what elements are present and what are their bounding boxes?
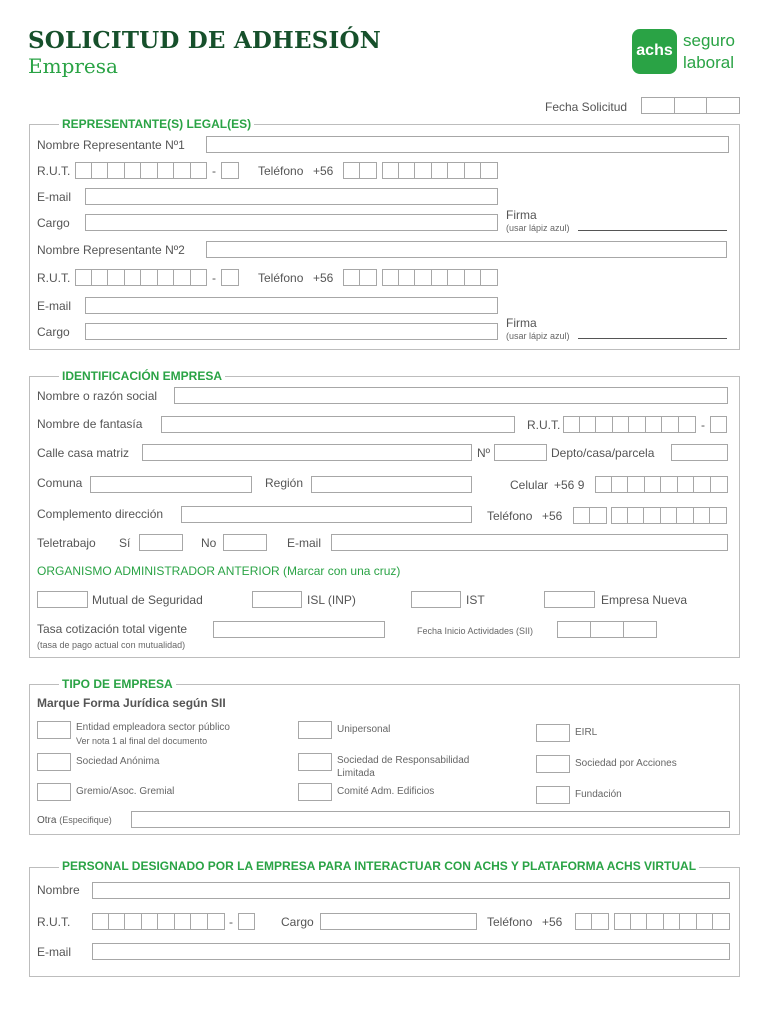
tipo-unipersonal-checkbox[interactable] — [298, 721, 332, 739]
tipo-spa-checkbox[interactable] — [536, 755, 570, 773]
tipo-srl-label-1: Sociedad de Responsabilidad — [337, 755, 470, 766]
rut-dash: - — [212, 164, 216, 178]
rut-rep2-input[interactable] — [75, 269, 207, 286]
otra-text: Otra — [37, 815, 57, 826]
email-rep2-input[interactable] — [85, 297, 498, 314]
email-personal-label: E-mail — [37, 945, 72, 959]
nombre-personal-label: Nombre — [37, 883, 80, 897]
complemento-label: Complemento dirección — [37, 507, 164, 521]
telefono-rep1-number[interactable] — [382, 162, 498, 179]
numero-input[interactable] — [494, 444, 547, 461]
telefono-rep2-label: Teléfono — [258, 271, 304, 285]
tasa-input[interactable] — [213, 621, 385, 638]
fantasia-input[interactable] — [161, 416, 515, 433]
comuna-input[interactable] — [90, 476, 252, 493]
email-rep2-label: E-mail — [37, 299, 72, 313]
rut-rep2-label: R.U.T. — [37, 271, 71, 285]
email-rep1-input[interactable] — [85, 188, 498, 205]
tipo-eirl-label: EIRL — [575, 727, 598, 738]
fecha-inicio-input[interactable] — [557, 621, 657, 638]
telefono-rep1-area[interactable] — [343, 162, 377, 179]
telefono-rep1-prefix: +56 — [313, 164, 334, 178]
ist-label: IST — [466, 593, 485, 607]
rut-dash: - — [212, 271, 216, 285]
organismo-title-text: ORGANISMO ADMINISTRADOR ANTERIOR — [37, 564, 280, 578]
rut-rep1-input[interactable] — [75, 162, 207, 179]
telefono-empresa-number[interactable] — [611, 507, 727, 524]
fecha-inicio-label: Fecha Inicio Actividades (SII) — [417, 626, 534, 636]
razon-social-label: Nombre o razón social — [37, 389, 158, 403]
telefono-personal-area[interactable] — [575, 913, 609, 930]
tipo-title: TIPO DE EMPRESA — [59, 677, 176, 691]
nueva-label: Empresa Nueva — [601, 593, 688, 607]
ist-checkbox[interactable] — [411, 591, 461, 608]
mutual-checkbox[interactable] — [37, 591, 88, 608]
rut-personal-label: R.U.T. — [37, 915, 71, 929]
nombre-rep1-label: Nombre Representante Nº1 — [37, 138, 185, 152]
tipo-sa-label: Sociedad Anónima — [76, 756, 160, 767]
tipo-gremio-checkbox[interactable] — [37, 783, 71, 801]
telefono-personal-number[interactable] — [614, 913, 730, 930]
cargo-rep2-input[interactable] — [85, 323, 498, 340]
comuna-label: Comuna — [37, 476, 83, 490]
email-personal-input[interactable] — [92, 943, 730, 960]
otra-label — [37, 813, 112, 828]
tipo-comite-label: Comité Adm. Edificios — [337, 786, 435, 797]
tipo-publico-checkbox[interactable] — [37, 721, 71, 739]
logo-line-2: laboral — [683, 53, 735, 72]
calle-label: Calle casa matriz — [37, 446, 130, 460]
fecha-solicitud-field[interactable] — [641, 97, 740, 114]
rut-personal-input[interactable] — [92, 913, 225, 930]
tipo-srl-checkbox[interactable] — [298, 753, 332, 771]
depto-label: Depto/casa/parcela — [551, 446, 655, 460]
telefono-rep2-prefix: +56 — [313, 271, 334, 285]
personal-title: PERSONAL DESIGNADO POR LA EMPRESA PARA INTERACTUAR CON ACHS Y PLATAFORMA ACHS VIRTUAL — [59, 859, 699, 873]
tipo-subtitle: Marque Forma Jurídica según SII — [37, 696, 226, 710]
firma-rep2-note: (usar lápiz azul) — [506, 331, 570, 341]
nombre-rep2-input[interactable] — [206, 241, 727, 258]
rut-empresa-dv[interactable] — [710, 416, 727, 433]
numero-label: Nº — [477, 446, 491, 460]
region-label: Región — [265, 476, 304, 490]
tipo-publico-note: Ver nota 1 al final del documento — [76, 736, 208, 746]
cargo-personal-label: Cargo — [281, 915, 314, 929]
rut-dash: - — [701, 418, 705, 432]
achs-logo — [632, 29, 677, 74]
tipo-fundacion-label: Fundación — [575, 789, 622, 800]
fantasia-label: Nombre de fantasía — [37, 417, 143, 431]
celular-prefix: +56 9 — [554, 478, 585, 492]
complemento-input[interactable] — [181, 506, 472, 523]
celular-input[interactable] — [595, 476, 728, 493]
fecha-solicitud-label: Fecha Solicitud — [545, 100, 628, 114]
firma-rep2-label: Firma — [506, 316, 537, 330]
cargo-rep1-label: Cargo — [37, 216, 70, 230]
mutual-label: Mutual de Seguridad — [92, 593, 203, 607]
teletrabajo-si-label: Sí — [119, 536, 131, 550]
representantes-title: REPRESENTANTE(S) LEGAL(ES) — [59, 117, 254, 131]
isl-label: ISL (INP) — [307, 593, 356, 607]
telefono-personal-label: Teléfono — [487, 915, 533, 929]
tipo-srl-label-2: Limitada — [337, 768, 375, 779]
region-input[interactable] — [311, 476, 472, 493]
isl-checkbox[interactable] — [252, 591, 302, 608]
empresa-title: IDENTIFICACIÓN EMPRESA — [59, 369, 225, 383]
telefono-rep2-area[interactable] — [343, 269, 377, 286]
rut-rep1-label: R.U.T. — [37, 164, 71, 178]
tipo-publico-label: Entidad empleadora sector público — [76, 722, 230, 733]
logo-text: achs — [636, 42, 673, 59]
firma-rep1-label: Firma — [506, 208, 537, 222]
teletrabajo-no-box[interactable] — [223, 534, 267, 551]
tasa-label: Tasa cotización total vigente — [37, 622, 188, 636]
telefono-rep1-label: Teléfono — [258, 164, 304, 178]
tasa-note: (tasa de pago actual con mutualidad) — [37, 640, 186, 650]
otra-input[interactable] — [131, 811, 730, 828]
email-rep1-label: E-mail — [37, 190, 72, 204]
razon-social-input[interactable] — [174, 387, 728, 404]
teletrabajo-no-label: No — [201, 536, 217, 550]
rut-personal-dv[interactable] — [238, 913, 255, 930]
tipo-gremio-label: Gremio/Asoc. Gremial — [76, 786, 175, 797]
tipo-spa-label: Sociedad por Acciones — [575, 758, 677, 769]
depto-input[interactable] — [671, 444, 728, 461]
nombre-rep1-input[interactable] — [206, 136, 729, 153]
nueva-checkbox[interactable] — [544, 591, 595, 608]
otra-note: (Especifique) — [59, 815, 112, 825]
firma-rep1-note: (usar lápiz azul) — [506, 223, 570, 233]
tipo-fundacion-checkbox[interactable] — [536, 786, 570, 804]
logo-line-1: seguro — [683, 31, 735, 50]
rut-rep2-dv[interactable] — [221, 269, 239, 286]
telefono-rep2-number[interactable] — [382, 269, 498, 286]
teletrabajo-label: Teletrabajo — [37, 536, 96, 550]
email-empresa-label: E-mail — [287, 536, 322, 550]
form-title: SOLICITUD DE ADHESIÓN — [28, 27, 381, 54]
organismo-note: (Marcar con una cruz) — [283, 564, 401, 578]
tipo-sa-checkbox[interactable] — [37, 753, 71, 771]
cargo-personal-input[interactable] — [320, 913, 477, 930]
tipo-eirl-checkbox[interactable] — [536, 724, 570, 742]
telefono-empresa-label: Teléfono — [487, 509, 533, 523]
nombre-personal-input[interactable] — [92, 882, 730, 899]
representantes-section — [29, 124, 740, 350]
firma-rep2-line[interactable] — [578, 329, 727, 339]
firma-rep1-line[interactable] — [578, 221, 727, 231]
tipo-unipersonal-label: Unipersonal — [337, 724, 391, 735]
telefono-personal-prefix: +56 — [542, 915, 563, 929]
tipo-comite-checkbox[interactable] — [298, 783, 332, 801]
nombre-rep2-label: Nombre Representante Nº2 — [37, 243, 185, 257]
organismo-title — [37, 564, 400, 578]
telefono-empresa-area[interactable] — [573, 507, 607, 524]
rut-dash: - — [229, 915, 233, 929]
cargo-rep2-label: Cargo — [37, 325, 70, 339]
email-empresa-input[interactable] — [331, 534, 728, 551]
calle-input[interactable] — [142, 444, 472, 461]
celular-label: Celular — [510, 478, 549, 492]
cargo-rep1-input[interactable] — [85, 214, 498, 231]
telefono-empresa-prefix: +56 — [542, 509, 563, 523]
teletrabajo-si-box[interactable] — [139, 534, 183, 551]
rut-rep1-dv[interactable] — [221, 162, 239, 179]
rut-empresa-input[interactable] — [563, 416, 696, 433]
rut-empresa-label: R.U.T. — [527, 418, 561, 432]
form-subtitle: Empresa — [28, 54, 118, 78]
